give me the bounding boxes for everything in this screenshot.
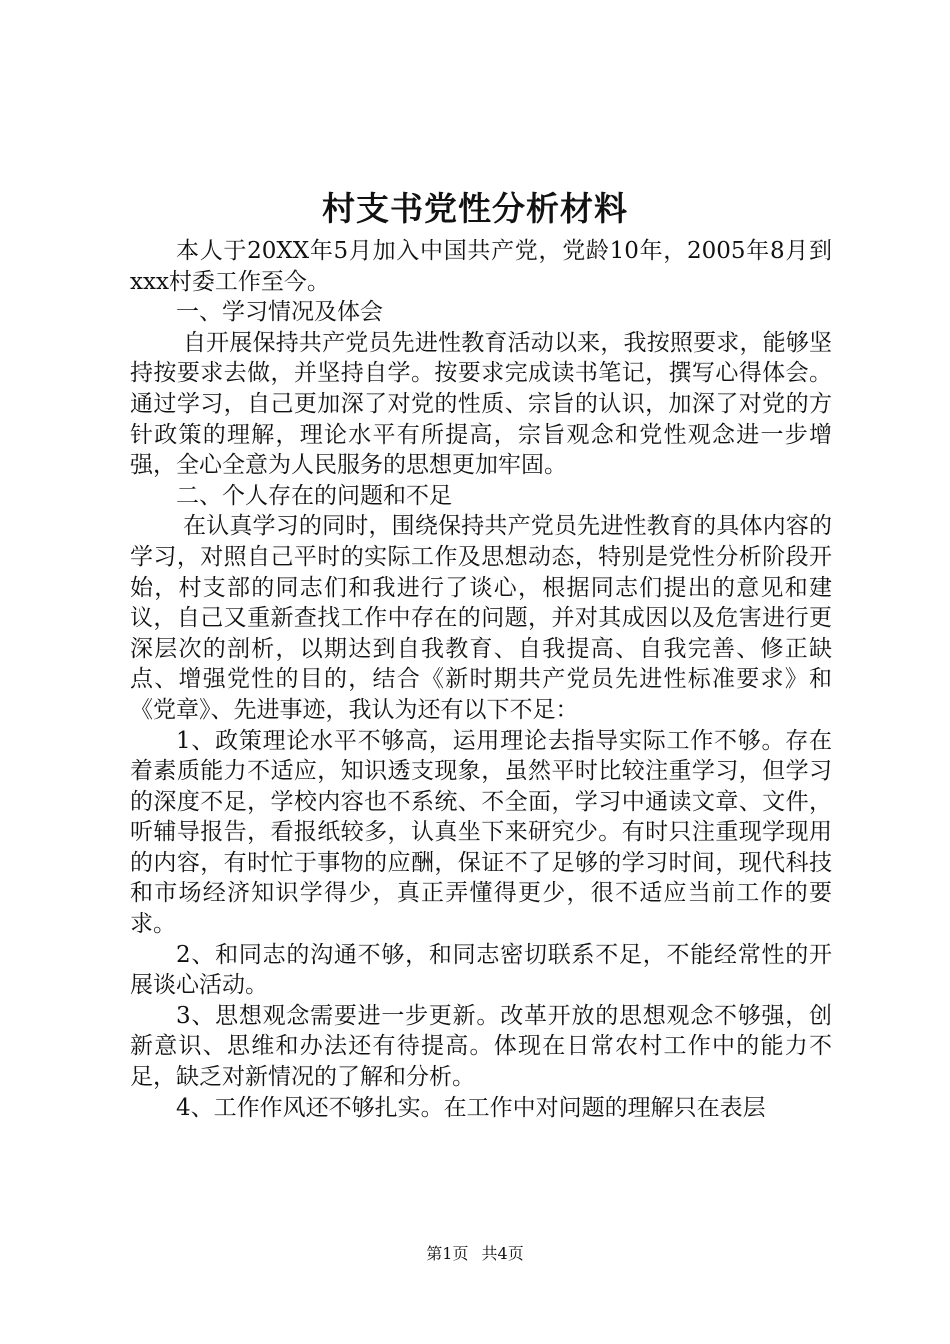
problem-item-1: 1、政策理论水平不够高，运用理论去指导实际工作不够。存在着素质能力不适应，知识透支现象，虽然平时比较注重学习，但学习的深度不足，学校内容也不系统、不全面，学习中通读文章、文件，听辅导报告，看报纸较多，认真坐下来研究少。有时只注重现学现用的内容，有时忙于事物的应酬，保证不了足够的学习时间，现代科技和市场经济知识学得少，真正弄懂得更少，很不适应当前工作的要求。: [130, 727, 832, 938]
problem-item-2: 2、和同志的沟通不够，和同志密切联系不足，不能经常性的开展谈心活动。: [130, 941, 832, 999]
intro-paragraph: 本人于20XX年5月加入中国共产党，党龄10年，2005年8月到xxx村委工作至今。: [130, 238, 832, 295]
section-heading-study: 一、学习情况及体会: [176, 299, 383, 326]
study-paragraph: 自开展保持共产党员先进性教育活动以来，我按照要求，能够坚持按要求去做，并坚持自学。按要求完成读书笔记，撰写心得体会。通过学习，自己更加深了对党的性质、宗旨的认识，加深了对党的方针政策的理解，理论水平有所提高，宗旨观念和党性观念进一步增强，全心全意为人民服务的思想更加牢固。: [130, 329, 832, 479]
document-title: 村支书党性分析材料: [322, 189, 628, 228]
document-body: [130, 236, 832, 1123]
problem-item-4: 4、工作作风还不够扎实。在工作中对问题的理解只在表层: [176, 1094, 766, 1121]
problem-item-3: 3、思想观念需要进一步更新。改革开放的思想观念不够强，创新意识、思维和办法还有待提高。体现在日常农村工作中的能力不足，缺乏对新情况的了解和分析。: [130, 1002, 832, 1091]
page-number-total: 共4页: [481, 1244, 524, 1263]
page-footer: [0, 1243, 950, 1265]
page-number-current: 第1页: [426, 1244, 469, 1263]
problems-paragraph: 在认真学习的同时，围绕保持共产党员先进性教育的具体内容的学习，对照自己平时的实际工作及思想动态，特别是党性分析阶段开始，村支部的同志们和我进行了谈心，根据同志们提出的意见和建议，自己又重新查找工作中存在的问题，并对其成因以及危害进行更深层次的剖析，以期达到自我教育、自我提高、自我完善、修正缺点、增强党性的目的，结合《新时期共产党员先进性标准要求》和《党章》、先进事迹，我认为还有以下不足：: [130, 513, 832, 723]
section-heading-problems: 二、个人存在的问题和不足: [176, 482, 452, 509]
